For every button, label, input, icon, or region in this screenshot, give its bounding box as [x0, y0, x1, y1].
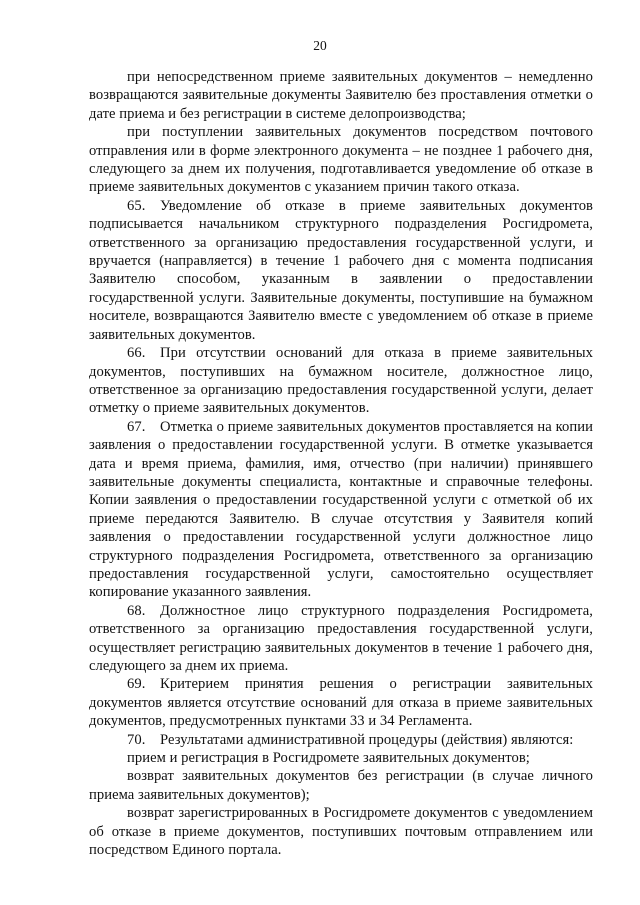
page-number: 20: [313, 38, 327, 53]
paragraph-68: 68. Должностное лицо структурного подразделения Росгидромета, ответственного за организацию предоставления государственной услуги, осуществляет регистрацию заявительных документов в течение 1 рабочего дня, следующего за днем их приема.: [89, 602, 593, 674]
paragraph-65: 65. Уведомление об отказе в приеме заявительных документов подписывается начальником структурного подразделения Росгидромета, ответственного за организацию предоставления государственной услуги, и вручается (направляется) в течение 1 рабочего дня с момента подписания Заявителю способом, указанным в заявлении о предоставлении государственной услуги. Заявительные документы, поступившие на бумажном носителе, возвращаются Заявителю вместе с уведомлением об отказе в приеме заявительных документов.: [89, 197, 593, 343]
paragraph-postal-refusal: при поступлении заявительных документов посредством почтового отправления или в форме электронного документа – не позднее 1 рабочего дня, следующего за днем их получения, подготавливается уведомление об отказе в приеме заявительных документов с указанием причин такого отказа.: [89, 124, 593, 196]
paragraph-70: 70. Результатами административной процедуры (действия) являются:: [127, 731, 574, 748]
result-item-return-registered: возврат зарегистрированных в Росгидромете документов с уведомлением об отказе в приеме документов, поступивших почтовым отправлением или посредством Единого портала.: [89, 805, 593, 859]
paragraph-69: 69. Критерием принятия решения о регистрации заявительных документов является отсутствие оснований для отказа в приеме заявительных документов, предусмотренных пунктами 33 и 34 Регламента.: [89, 676, 593, 730]
result-item-return-unregistered: возврат заявительных документов без регистрации (в случае личного приема заявительных документов);: [89, 768, 593, 803]
result-item-registration: прием и регистрация в Росгидромете заявительных документов;: [127, 750, 530, 767]
paragraph-66: 66. При отсутствии оснований для отказа в приеме заявительных документов, поступивших на бумажном носителе, должностное лицо, ответственное за организацию предоставления государственной услуги, делает отметку о приеме заявительных документов.: [89, 345, 593, 417]
document-body: [89, 68, 593, 859]
paragraph-continuation: при непосредственном приеме заявительных документов – немедленно возвращаются заявительные документы Заявителю без проставления отметки о дате приема и без регистрации в системе делопроизводства;: [89, 69, 593, 122]
paragraph-67: 67. Отметка о приеме заявительных документов проставляется на копии заявления о предоставлении государственной услуги. В отметке указывается дата и время приема, фамилия, имя, отчество (при наличии) принявшего заявительные документы специалиста, контактные и справочные телефоны. Копии заявления о предоставлении государственной услуги с отметкой об их приеме передаются Заявителю. В случае отсутствия у Заявителя копий заявления о предоставлении государственной услуги должностное лицо структурного подразделения Росгидромета, ответственного за организацию предоставления государственной услуги, самостоятельно осуществляет копирование указанного заявления.: [89, 418, 593, 601]
